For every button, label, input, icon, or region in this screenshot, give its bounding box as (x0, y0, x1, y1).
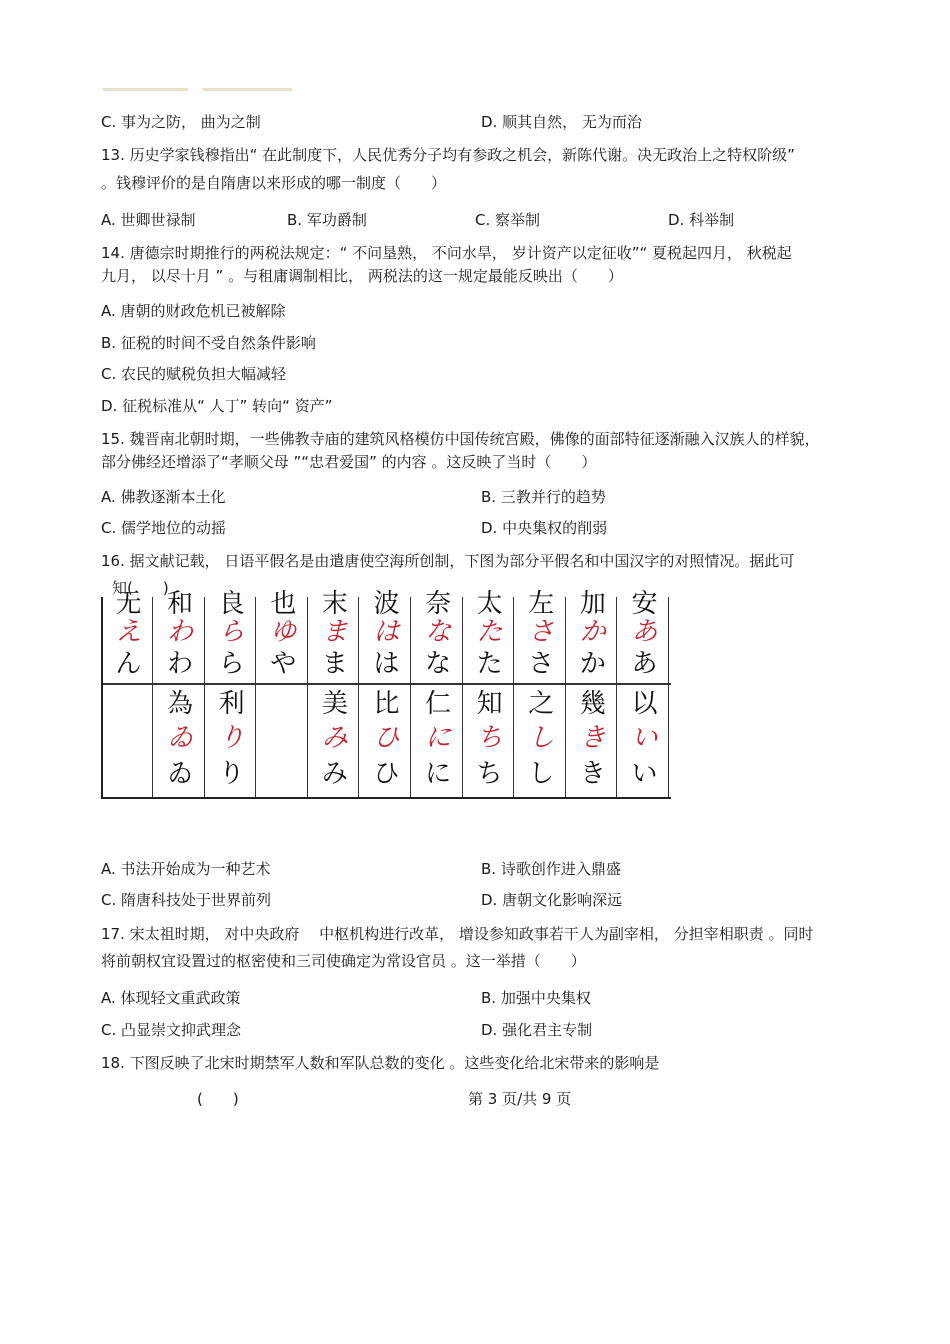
table-cell-top-kana: や (270, 649, 297, 679)
q16-stem-line1: 16. 据文献记载， 日语平假名是由遣唐使空海所创制，下图为部分平假名和中国汉字的对照情况。据此可 (101, 552, 795, 570)
table-cell-top-kanji: 奈 (425, 589, 452, 619)
q13-option-a[interactable]: A. 世卿世禄制 (101, 211, 196, 229)
table-cell-top-kanji: 安 (631, 589, 658, 619)
table-cell-bottom-kana: ゐ (167, 759, 194, 789)
table-cell-bottom-cursive: み (321, 723, 348, 753)
page-number: 第 3 页/共 9 页 (468, 1090, 572, 1108)
q15-stem-line1: 15. 魏晋南北朝时期，一些佛教寺庙的建筑风格模仿中国传统宫殿，佛像的面部特征逐渐融入汉族人的样貌， (101, 430, 820, 448)
q17-option-a[interactable]: A. 体现轻文重武政策 (101, 989, 241, 1007)
table-cell-bottom-kana: ち (476, 759, 503, 789)
table-cell-top-kana: か (579, 649, 606, 679)
table-cell-top-kana: は (373, 649, 400, 679)
table-cell-top-kanji: 也 (270, 589, 297, 619)
table-cell-top-cursive: た (476, 617, 503, 647)
q17-stem-line2: 将前朝权宜设置过的枢密使和三司使确定为常设官员 。这一举措（ ） (101, 952, 586, 970)
hiragana-kanji-comparison-figure (101, 589, 671, 799)
q14-option-b[interactable]: B. 征税的时间不受自然条件影响 (101, 334, 316, 352)
table-cell-top-kanji: 末 (321, 589, 348, 619)
table-cell-bottom-kanji: 知 (476, 689, 503, 719)
table-cell-bottom-kana: み (321, 759, 348, 789)
table-cell-bottom-cursive: き (579, 723, 606, 753)
scan-artifact (103, 88, 188, 91)
q13-stem-line1: 13. 历史学家钱穆指出“ 在此制度下，人民优秀分子均有参政之机会，新陈代谢。决无政治上之特权阶级” (101, 146, 795, 164)
table-cell-top-kana: さ (528, 649, 555, 679)
q16-option-a[interactable]: A. 书法开始成为一种艺术 (101, 860, 271, 878)
q15-option-a[interactable]: A. 佛教逐渐本土化 (101, 488, 226, 506)
table-cell-bottom-kanji: 為 (167, 689, 194, 719)
scan-artifact (202, 88, 292, 91)
table-cell-bottom-kana: ひ (373, 759, 400, 789)
table-cell-top-cursive: は (373, 617, 400, 647)
table-cell-top-kanji: 和 (167, 589, 194, 619)
table-cell-top-kanji: 无 (115, 589, 142, 619)
table-cell-bottom-kana: り (218, 759, 245, 789)
table-cell-top-kana: ら (218, 649, 245, 679)
table-cell-top-kana: ん (115, 649, 142, 679)
table-cell-bottom-cursive: し (528, 723, 555, 753)
table-cell-top-cursive: わ (167, 617, 194, 647)
q17-option-b[interactable]: B. 加强中央集权 (481, 989, 591, 1007)
q18-answer-paren: ( ) (197, 1090, 239, 1108)
table-cell-bottom-kanji: 比 (373, 689, 400, 719)
table-cell-bottom-cursive: ひ (373, 723, 400, 753)
table-cell-top-kana: ま (321, 649, 348, 679)
table-cell-bottom-kanji: 利 (218, 689, 245, 719)
table-cell-top-cursive: さ (528, 617, 555, 647)
table-cell-top-kana: た (476, 649, 503, 679)
table-cell-top-kana: な (425, 649, 452, 679)
table-cell-bottom-kana: き (579, 759, 606, 789)
table-divider (103, 683, 671, 685)
q14-option-c[interactable]: C. 农民的赋税负担大幅减轻 (101, 365, 287, 383)
q12-option-d[interactable]: D. 顺其自然， 无为而治 (481, 113, 642, 131)
q13-stem-line2: 。钱穆评价的是自隋唐以来形成的哪一制度（ ） (101, 174, 447, 192)
table-cell-top-cursive: ま (321, 617, 348, 647)
q14-option-d[interactable]: D. 征税标准从“ 人丁” 转向“ 资产” (101, 397, 333, 415)
q12-option-c[interactable]: C. 事为之防， 曲为之制 (101, 113, 261, 131)
table-cell-bottom-kanji: 仁 (425, 689, 452, 719)
q18-stem-line1: 18. 下图反映了北宋时期禁军人数和军队总数的变化 。这些变化给北宋带来的影响是 (101, 1054, 660, 1072)
table-cell-bottom-cursive: い (631, 723, 658, 753)
table-cell-bottom-kanji: 之 (528, 689, 555, 719)
q16-option-d[interactable]: D. 唐朝文化影响深远 (481, 891, 623, 909)
q15-option-d[interactable]: D. 中央集权的削弱 (481, 519, 608, 537)
table-cell-bottom-cursive: ち (476, 723, 503, 753)
table-cell-bottom-kanji: 幾 (579, 689, 606, 719)
table-cell-top-kanji: 波 (373, 589, 400, 619)
table-cell-top-kanji: 太 (476, 589, 503, 619)
table-cell-bottom-cursive: り (218, 723, 245, 753)
q16-option-b[interactable]: B. 诗歌创作进入鼎盛 (481, 860, 621, 878)
table-cell-bottom-cursive: ゐ (167, 723, 194, 753)
table-cell-top-kanji: 良 (218, 589, 245, 619)
table-cell-top-kanji: 左 (528, 589, 555, 619)
table-cell-top-kana: あ (631, 649, 658, 679)
q16-option-c[interactable]: C. 隋唐科技处于世界前列 (101, 891, 272, 909)
table-cell-bottom-kanji: 美 (321, 689, 348, 719)
table-cell-bottom-kana: し (528, 759, 555, 789)
q15-option-c[interactable]: C. 儒学地位的动摇 (101, 519, 227, 537)
table-cell-top-cursive: あ (631, 617, 658, 647)
q17-option-c[interactable]: C. 凸显崇文抑武理念 (101, 1021, 242, 1039)
q16-stem-line2: 知( ) (112, 579, 169, 597)
table-cell-top-cursive: え (115, 617, 142, 647)
table-cell-top-cursive: か (579, 617, 606, 647)
q17-stem-line1: 17. 宋太祖时期， 对中央政府 中枢机构进行改革， 增设参知政事若干人为副宰相， 分担宰相职责 。同时 (101, 925, 814, 943)
table-cell-bottom-kana: い (631, 759, 658, 789)
table-cell-top-cursive: な (425, 617, 452, 647)
table-cell-top-cursive: ら (218, 617, 245, 647)
q15-option-b[interactable]: B. 三教并行的趋势 (481, 488, 606, 506)
q14-stem-line1: 14. 唐德宗时期推行的两税法规定：“ 不问垦熟， 不问水旱， 岁计资产以定征收”“ 夏税起四月， 秋税起 (101, 244, 792, 262)
table-cell-bottom-kanji: 以 (631, 689, 658, 719)
q17-option-d[interactable]: D. 强化君主专制 (481, 1021, 593, 1039)
q13-option-b[interactable]: B. 军功爵制 (287, 211, 367, 229)
q14-option-a[interactable]: A. 唐朝的财政危机已被解除 (101, 302, 286, 320)
q15-stem-line2: 部分佛经还增添了“孝顺父母 ”“忠君爱国” 的内容 。这反映了当时（ ） (101, 453, 597, 471)
table-cell-top-kanji: 加 (579, 589, 606, 619)
q14-stem-line2: 九月， 以尽十月 ” 。与租庸调制相比， 两税法的这一规定最能反映出（ ） (101, 267, 623, 285)
table-cell-bottom-kana: に (425, 759, 452, 789)
q13-option-c[interactable]: C. 察举制 (475, 211, 541, 229)
q13-option-d[interactable]: D. 科举制 (668, 211, 735, 229)
table-cell-top-kana: わ (167, 649, 194, 679)
table-cell-bottom-cursive: に (425, 723, 452, 753)
table-cell-top-cursive: ゆ (270, 617, 297, 647)
